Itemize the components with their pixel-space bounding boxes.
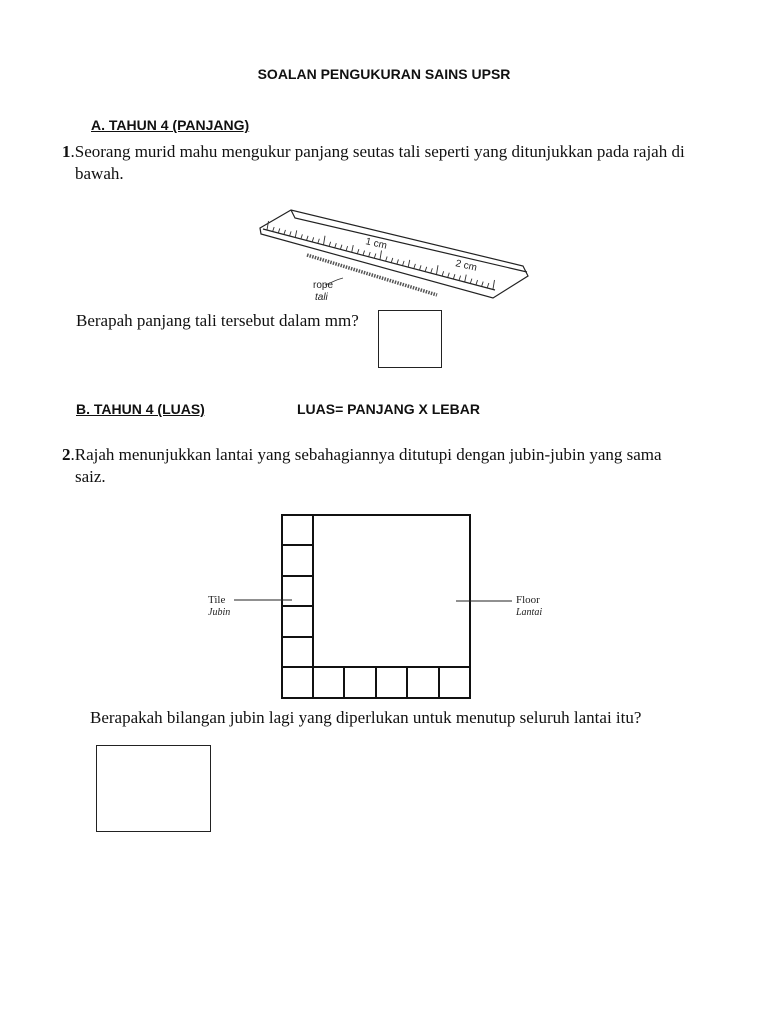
floor-grid <box>282 515 470 698</box>
ruler-label-1cm: 1 cm <box>364 236 388 252</box>
ruler-tick <box>493 280 495 289</box>
tile-label: Tile <box>208 594 226 606</box>
ruler-tick <box>476 280 478 285</box>
ruler-tick <box>352 245 354 252</box>
ruler-tick <box>459 276 461 281</box>
question-2-ask: Berapakah bilangan jubin lagi yang diperlukan untuk menutup seluruh lantai itu? <box>90 708 642 727</box>
ruler-tick <box>346 246 348 251</box>
question-2-number: 2 <box>62 445 71 464</box>
ruler-tick <box>374 254 376 259</box>
ruler-tick <box>448 273 450 278</box>
ruler-label-2cm: 2 cm <box>454 258 478 274</box>
ruler-tick <box>312 237 314 242</box>
ruler-tick <box>470 279 472 284</box>
question-1-ask: Berapah panjang tali tersebut dalam mm? <box>76 311 359 330</box>
ruler-tick <box>340 245 342 250</box>
ruler-tick <box>363 251 365 256</box>
area-formula: LUAS= PANJANG X LEBAR <box>297 401 480 417</box>
ruler-tick <box>482 282 484 287</box>
floor-tiles-figure <box>200 510 560 705</box>
ruler-tick <box>357 249 359 254</box>
ruler-tick <box>284 230 286 235</box>
ruler-tick <box>431 268 433 273</box>
ruler-tick <box>278 228 280 233</box>
ruler-tick <box>391 258 393 263</box>
rope-label-malay: tali <box>315 292 328 303</box>
ruler-tick <box>442 271 444 276</box>
ruler-tick <box>329 242 331 247</box>
question-1 <box>62 141 712 185</box>
ruler-tick <box>318 239 320 244</box>
section-a-heading: A. TAHUN 4 (PANJANG) <box>91 117 250 133</box>
section-b-heading: B. TAHUN 4 (LUAS) <box>76 401 205 417</box>
floor-label: Floor <box>516 594 540 606</box>
ruler-tick <box>324 236 326 245</box>
ruler-tick <box>453 274 455 279</box>
ruler-tick <box>425 267 427 272</box>
ruler-tick <box>369 252 371 256</box>
question-2-text-line2: saiz. <box>75 467 106 486</box>
page-title: SOALAN PENGUKURAN SAINS UPSR <box>257 66 511 82</box>
ruler-tick <box>290 231 292 236</box>
floor-label-malay: Lantai <box>516 607 543 618</box>
ruler-tick <box>437 265 439 274</box>
answer-box-1[interactable] <box>378 310 442 368</box>
question-1-text-line1: .Seorang murid mahu mengukur panjang seutas tali seperti yang ditunjukkan pada rajah di <box>70 142 685 161</box>
answer-box-2[interactable] <box>96 745 211 832</box>
question-1-text-line2: bawah. <box>75 164 124 183</box>
ruler-tick <box>386 256 388 261</box>
ruler-tick <box>397 259 399 264</box>
ruler-rope-figure <box>255 200 540 305</box>
question-2 <box>62 444 712 488</box>
ruler-tick <box>380 251 382 260</box>
ruler-tick <box>487 283 489 288</box>
question-2-text-line1: .Rajah menunjukkan lantai yang sebahagiannya ditutupi dengan jubin-jubin yang sama <box>70 445 662 464</box>
ruler-tick <box>408 260 410 267</box>
ruler-tick <box>403 261 405 266</box>
question-1-number: 1 <box>62 142 71 161</box>
ruler-tick <box>465 275 467 282</box>
ruler-tick <box>307 236 309 241</box>
ruler-tick <box>414 264 416 269</box>
rope-label: rope <box>313 280 334 291</box>
ruler-tick <box>335 243 337 248</box>
ruler-tick <box>273 227 275 232</box>
ruler-tick <box>295 230 297 237</box>
ruler-tick <box>420 265 422 270</box>
ruler-tick <box>301 234 303 239</box>
tile-label-malay: Jubin <box>208 607 231 618</box>
ruler-tick <box>267 221 269 230</box>
